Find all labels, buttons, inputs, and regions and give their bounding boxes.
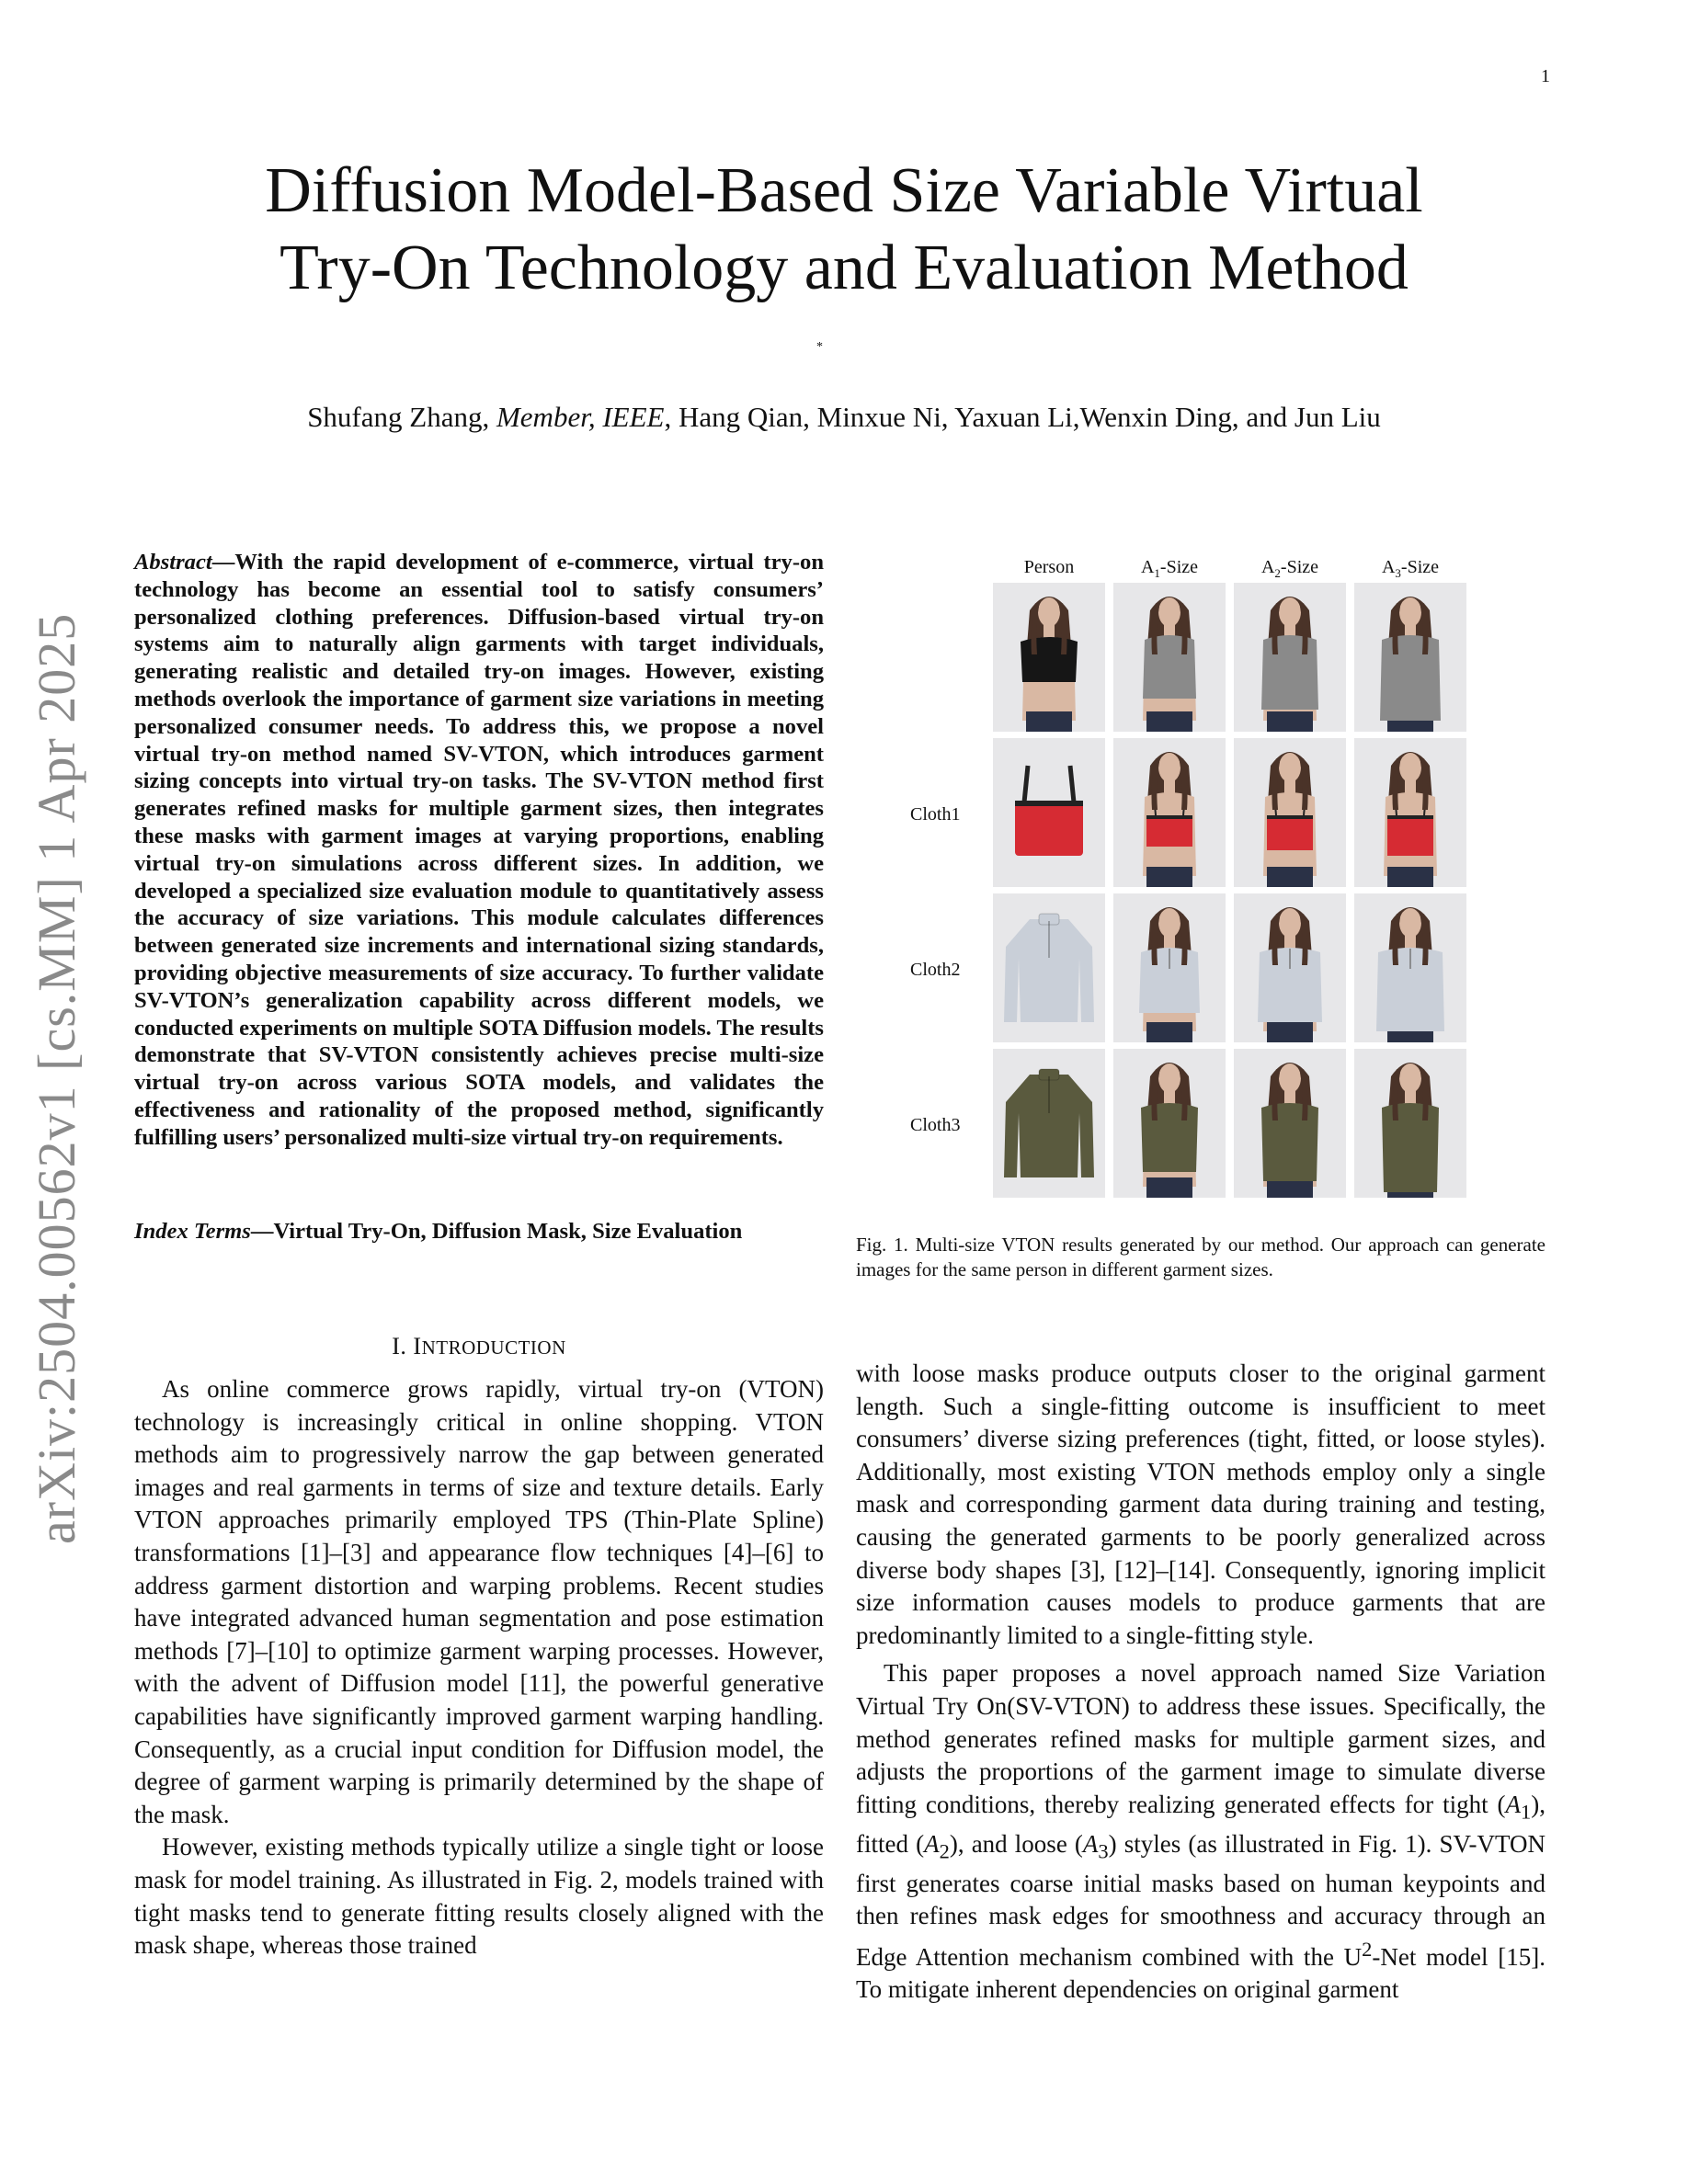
para3-part-e: -Net model [15]. To mitigate inherent dependencies on original garment bbox=[856, 1942, 1545, 2004]
intro-paragraph-2-continued: with loose masks produce outputs closer to the original garment length. Such a single-fitting outcome is insufficient to meet consumers’ diverse sizing preferences (tight, fitted, or loose styles). Additionally, most existing VTON methods employ only a single mask and corresponding garment data during training and testing, causing the generated garments to be poorly generalized across diverse body shapes [3], [12]–[14]. Consequently, ignoring implicit size information causes models to produce garments that are predominantly limited to a single-fitting style. bbox=[856, 1359, 1545, 1649]
para3-part-a: This paper proposes a novel approach named Size Variation Virtual Try On(SV-VTON) to address these issues. Specifically, the method generates refined masks for multiple garment sizes, and adjusts the proportions of the garment image to simulate diverse fitting conditions, thereby realizing generated effects for tight ( bbox=[856, 1659, 1545, 1818]
index-terms bbox=[134, 1218, 824, 1246]
figure-image-cell bbox=[1113, 893, 1226, 1042]
page-number: 1 bbox=[1541, 66, 1550, 86]
a2-subscript: 2 bbox=[939, 1839, 950, 1863]
a1-symbol: A bbox=[1505, 1790, 1521, 1818]
figure-photo bbox=[1234, 738, 1346, 887]
abstract bbox=[134, 549, 824, 1152]
figure-image-cell bbox=[1354, 1049, 1466, 1198]
figure-photo bbox=[993, 583, 1105, 732]
section-heading-introduction bbox=[134, 1333, 824, 1360]
section-initial: I bbox=[413, 1333, 422, 1359]
figure-column-label: $A_1$-Size bbox=[1140, 557, 1199, 580]
intro-paragraph-2: However, existing methods typically utilize a single tight or loose mask for model training. As illustrated in Fig. 2, models trained with tight masks tend to generate fitting results closely aligned with the mask shape, whereas those trained bbox=[134, 1833, 824, 1960]
figure-1 bbox=[910, 548, 1480, 1210]
figure-photo bbox=[1234, 1049, 1346, 1198]
figure-photo bbox=[993, 1049, 1105, 1198]
figure-image-cell bbox=[1354, 738, 1466, 887]
author-affiliation: Member, IEEE bbox=[496, 401, 665, 433]
title-footnote-mark: * bbox=[816, 340, 823, 354]
figure-photo bbox=[1234, 583, 1346, 732]
figure-image-cell bbox=[1234, 738, 1346, 887]
figure-column-label: Person bbox=[1023, 557, 1075, 577]
title-line-1: Diffusion Model-Based Size Variable Virtual bbox=[265, 155, 1423, 226]
title-line-2: Try-On Technology and Evaluation Method bbox=[279, 233, 1409, 303]
intro-paragraph-1: As online commerce grows rapidly, virtual try-on (VTON) technology is increasingly critical in online shopping. VTON methods aim to progressively narrow the gap between generated images and real garments in terms of size and texture details. Early VTON approaches primarily employed TPS (Thin-Plate Spline) transformations [1]–[3] and appearance flow techniques [4]–[6] to address garment distortion and warping problems. Recent studies have integrated advanced human segmentation and pose estimation methods [7]–[10] to optimize garment warping processes. However, with the advent of Diffusion model [11], the powerful generative capabilities have significantly improved garment warping handling. Consequently, as a crucial input condition for Diffusion model, the degree of garment warping is primarily determined by the shape of the mask. bbox=[134, 1375, 824, 1828]
figure-image-cell bbox=[1113, 738, 1226, 887]
arxiv-stamp: arXiv:2504.00562v1 [cs.MM] 1 Apr 2025 bbox=[27, 612, 86, 1544]
para3-part-b: ), fitted ( bbox=[856, 1790, 1545, 1858]
a3-subscript: 3 bbox=[1098, 1839, 1109, 1863]
figure-column-label: $A_2$-Size bbox=[1260, 557, 1319, 580]
index-terms-lead: Index Terms bbox=[134, 1219, 251, 1244]
index-terms-text: —Virtual Try-On, Diffusion Mask, Size Evaluation bbox=[250, 1219, 743, 1244]
figure-photo bbox=[1354, 583, 1466, 732]
author-rest: , Hang Qian, Minxue Ni, Yaxuan Li,Wenxin Ding, and Jun Liu bbox=[664, 401, 1381, 433]
body-left-column bbox=[134, 1373, 824, 1962]
section-numeral: I. bbox=[392, 1333, 407, 1359]
figure-photo bbox=[1354, 893, 1466, 1042]
section-rest: NTRODUCTION bbox=[421, 1337, 566, 1359]
figure-image-cell bbox=[1113, 583, 1226, 732]
body-right-column bbox=[856, 1358, 1545, 2007]
figure-image-cell bbox=[993, 893, 1105, 1042]
para3-part-d: ) styles (as illustrated in Fig. 1). SV-VTON first generates coarse initial masks based on human keypoints and then refines mask edges for smoothness and accuracy through an Edge Attention mechanism combined with the U bbox=[856, 1829, 1545, 1971]
figure-image-cell bbox=[993, 738, 1105, 887]
figure-photo bbox=[1113, 583, 1226, 732]
figure-photo bbox=[1113, 738, 1226, 887]
figure-1-caption: Fig. 1. Multi-size VTON results generated by our method. Our approach can generate images for the same person in different garment sizes. bbox=[856, 1234, 1545, 1280]
abstract-lead: Abstract bbox=[134, 550, 212, 574]
figure-image-cell bbox=[1234, 583, 1346, 732]
figure-row-label: Cloth2 bbox=[910, 960, 961, 980]
figure-photo bbox=[1234, 893, 1346, 1042]
figure-image-cell bbox=[993, 583, 1105, 732]
figure-row-label: Cloth3 bbox=[910, 1115, 961, 1135]
figure-image-cell bbox=[1113, 1049, 1226, 1198]
figure-image-cell bbox=[993, 1049, 1105, 1198]
a3-symbol: A bbox=[1082, 1829, 1099, 1858]
figure-image-cell bbox=[1234, 1049, 1346, 1198]
figure-row-label: Cloth1 bbox=[910, 804, 961, 825]
para3-part-c: ), and loose ( bbox=[949, 1829, 1083, 1858]
intro-paragraph-3 bbox=[856, 1657, 1545, 2007]
abstract-text: —With the rapid development of e-commerce, virtual try-on technology has become an essential tool to satisfy consumers’ personalized clothing preferences. Diffusion-based virtual try-on systems aim to naturally align garments with target individuals, generating realistic and detailed try-on images. However, existing methods overlook the importance of garment size variations in meeting personalized consumer needs. To address this, we propose a novel virtual try-on method named SV-VTON, which introduces garment sizing concepts into virtual try-on tasks. The SV-VTON method first generates refined masks for multiple garment sizes, then integrates these masks with garment images at varying proportions, enabling virtual try-on simulations across different sizes. In addition, we developed a specialized size evaluation module to quantitatively assess the accuracy of size variations. This module calculates differences between generated size increments and international sizing standards, providing objective measurements of size accuracy. To further validate SV-VTON’s generalization capability across different models, we conducted experiments on multiple SOTA Diffusion models. The results demonstrate that SV-VTON consistently achieves precise multi-size virtual try-on across various SOTA models, and validates the effectiveness and rationality of the proposed method, significantly fulfilling users’ personalized multi-size virtual try-on requirements. bbox=[134, 550, 824, 1150]
author-first: Shufang Zhang, bbox=[307, 401, 490, 433]
figure-image-cell bbox=[1354, 893, 1466, 1042]
a2-symbol: A bbox=[924, 1829, 940, 1858]
figure-column-label: $A_3$-Size bbox=[1381, 557, 1440, 580]
figure-photo bbox=[1354, 738, 1466, 887]
figure-photo bbox=[993, 738, 1105, 887]
paper-title bbox=[165, 153, 1523, 307]
a1-subscript: 1 bbox=[1521, 1800, 1532, 1824]
author-list bbox=[165, 401, 1523, 434]
u2-superscript: 2 bbox=[1362, 1937, 1373, 1961]
figure-image-cell bbox=[1354, 583, 1466, 732]
figure-photo bbox=[1113, 893, 1226, 1042]
figure-photo bbox=[1354, 1049, 1466, 1198]
figure-photo bbox=[1113, 1049, 1226, 1198]
figure-image-cell bbox=[1234, 893, 1346, 1042]
figure-photo bbox=[993, 893, 1105, 1042]
